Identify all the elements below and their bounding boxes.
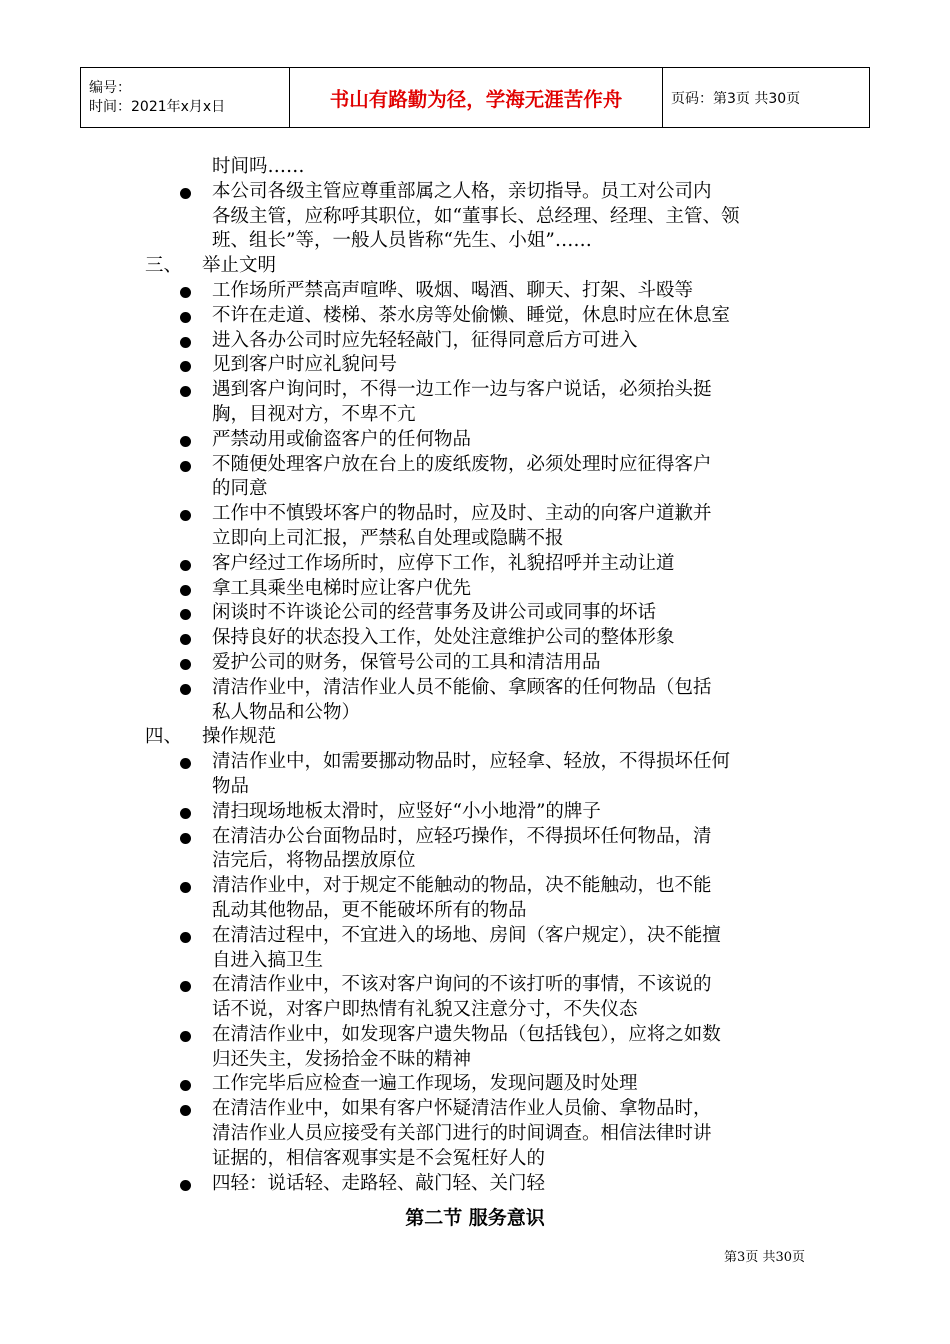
list-item: [0, 428, 950, 453]
list-item-continuation: [0, 1122, 950, 1147]
list-item: [0, 1072, 950, 1097]
list-item-continuation: [0, 701, 950, 726]
list-item-text: 立即向上司汇报，严禁私自处理或隐瞒不报: [212, 527, 564, 549]
bullet-icon: [180, 981, 191, 992]
list-item: [0, 279, 950, 304]
list-item: [0, 329, 950, 354]
list-item-text: 物品: [212, 775, 250, 797]
bullet-icon: [180, 932, 191, 943]
list-item-text: 爱护公司的财务，保管号公司的工具和清洁用品: [212, 651, 601, 673]
bullet-icon: [180, 659, 191, 670]
list-item-text: 工作场所严禁高声喧哗、吸烟、喝酒、聊天、打架、斗殴等: [212, 279, 694, 301]
document-time-label: 时间：2021年x月x日: [89, 98, 226, 115]
list-item-continuation: [0, 998, 950, 1023]
document-number-label: 编号：: [89, 79, 131, 96]
bullet-icon: [180, 833, 191, 844]
header-meta-cell: [81, 68, 290, 128]
list-item: [0, 552, 950, 577]
list-item-text: 严禁动用或偷盗客户的任何物品: [212, 428, 472, 450]
list-item-text: 遇到客户询问时，不得一边工作一边与客户说话，必须抬头挺: [212, 379, 712, 401]
list-item: [0, 180, 950, 205]
bullet-icon: [180, 634, 191, 645]
list-item: [0, 924, 950, 949]
list-item-continuation: [0, 775, 950, 800]
bullet-icon: [180, 436, 191, 447]
list-item-continuation: [0, 527, 950, 552]
page-footer: 第3页 共30页: [724, 1250, 805, 1265]
bullet-icon: [180, 758, 191, 769]
list-item: [0, 800, 950, 825]
list-item-text: 清扫现场地板太滑时，应竖好“小小地滑”的牌子: [212, 800, 601, 822]
list-item-text: 见到客户时应礼貌问号: [212, 354, 398, 376]
bullet-icon: [180, 188, 191, 199]
list-item-continuation: [0, 205, 950, 230]
list-item-text: 话不说，对客户即热情有礼貌又注意分寸，不失仪态: [212, 999, 638, 1021]
bullet-icon: [180, 684, 191, 695]
list-item: [0, 1172, 950, 1197]
list-item-text: 清洁作业中，如需要挪动物品时，应轻拿、轻放，不得损坏任何: [212, 751, 731, 773]
list-item-continuation: [0, 949, 950, 974]
bullet-icon: [180, 361, 191, 372]
section-number: 四、: [145, 726, 183, 748]
list-item-text: 进入各办公司时应先轻轻敲门，征得同意后方可进入: [212, 329, 638, 351]
list-item: [0, 353, 950, 378]
list-item-text: 乱动其他物品，更不能破坏所有的物品: [212, 899, 527, 921]
list-item: [0, 502, 950, 527]
list-item-text: 清洁作业中，清洁作业人员不能偷、拿顾客的任何物品（包括: [212, 676, 712, 698]
list-item-text: 胸，目视对方，不卑不亢: [212, 403, 416, 425]
list-item: [0, 304, 950, 329]
list-item-text: 在清洁作业中，如发现客户遗失物品（包括钱包），应将之如数: [212, 1023, 721, 1045]
list-item-continuation: [0, 1147, 950, 1172]
list-item-text: 自进入搞卫生: [212, 949, 324, 971]
list-item-text: 班、组长”等，一般人员皆称“先生、小姐”……: [212, 230, 592, 252]
bullet-icon: [180, 1031, 191, 1042]
list-item: [0, 651, 950, 676]
section-title: [0, 254, 950, 279]
list-item: [0, 1097, 950, 1122]
list-item: [0, 874, 950, 899]
bullet-icon: [180, 337, 191, 348]
list-item: [0, 378, 950, 403]
list-item-text: 在清洁过程中，不宜进入的场地、房间（客户规定），决不能擅: [212, 924, 721, 946]
bullet-icon: [180, 461, 191, 472]
bullet-icon: [180, 1180, 191, 1191]
list-item-text: 闲谈时不许谈论公司的经营事务及讲公司或同事的坏话: [212, 602, 657, 624]
list-item-text: 本公司各级主管应尊重部属之人格，亲切指导。员工对公司内: [212, 180, 712, 202]
header-motto: 书山有路勤为径，学海无涯苦作舟: [290, 68, 663, 128]
list-item-text: 在清洁作业中，如果有客户怀疑清洁作业人员偷、拿物品时，: [212, 1098, 712, 1120]
list-item-text: 洁完后，将物品摆放原位: [212, 850, 416, 872]
section-title-text: 操作规范: [202, 726, 277, 748]
list-item-text: 各级主管，应称呼其职位，如“董事长、总经理、经理、主管、领: [212, 205, 740, 227]
bullet-icon: [180, 1080, 191, 1091]
list-item-continuation: [0, 849, 950, 874]
list-item: [0, 676, 950, 701]
list-item-text: 工作完毕后应检查一遍工作现场，发现问题及时处理: [212, 1073, 638, 1095]
list-item: [0, 601, 950, 626]
list-item-text: 不随便处理客户放在台上的废纸废物，必须处理时应征得客户: [212, 453, 712, 475]
list-item-text: 的同意: [212, 478, 268, 500]
list-item-text: 客户经过工作场所时，应停下工作，礼貌招呼并主动让道: [212, 552, 675, 574]
bullet-icon: [180, 1105, 191, 1116]
list-item: [0, 453, 950, 478]
list-item-text: 拿工具乘坐电梯时应让客户优先: [212, 577, 472, 599]
list-item-text: 在清洁办公台面物品时，应轻巧操作，不得损坏任何物品，清: [212, 825, 712, 847]
list-item-text: 清洁作业人员应接受有关部门进行的时间调查。相信法律时讲: [212, 1123, 712, 1145]
list-item-text: 四轻：说话轻、走路轻、敲门轻、关门轻: [212, 1172, 546, 1194]
list-item-continuation: [0, 477, 950, 502]
section-number: 三、: [145, 255, 183, 277]
list-item-continuation: [0, 229, 950, 254]
list-item: [0, 750, 950, 775]
list-item-text: 私人物品和公物）: [212, 701, 361, 723]
list-item-text: 证据的，相信客观事实是不会冤枉好人的: [212, 1147, 546, 1169]
list-item-text: 时间吗……: [212, 156, 305, 177]
bullet-icon: [180, 808, 191, 819]
section-title: [0, 725, 950, 750]
bullet-icon: [180, 882, 191, 893]
list-item-continuation: [0, 1048, 950, 1073]
bullet-icon: [180, 585, 191, 596]
list-item: [0, 1023, 950, 1048]
header-page-label: 页码：第3页 共30页: [663, 68, 870, 128]
list-item-text: 清洁作业中，对于规定不能触动的物品，决不能触动，也不能: [212, 875, 712, 897]
bullet-icon: [180, 560, 191, 571]
list-item: [0, 825, 950, 850]
list-item: [0, 577, 950, 602]
document-body: [0, 155, 950, 1196]
section-heading: 第二节 服务意识: [405, 1207, 545, 1229]
bullet-icon: [180, 287, 191, 298]
section-title-text: 举止文明: [202, 255, 277, 277]
list-item: [0, 973, 950, 998]
list-item-text: 不许在走道、楼梯、茶水房等处偷懒、睡觉，休息时应在休息室: [212, 304, 731, 326]
bullet-icon: [180, 386, 191, 397]
bullet-icon: [180, 510, 191, 521]
list-item: [0, 626, 950, 651]
list-item-continuation: [0, 403, 950, 428]
bullet-icon: [180, 609, 191, 620]
list-item-text: 保持良好的状态投入工作，处处注意维护公司的整体形象: [212, 627, 675, 649]
list-item-text: 工作中不慎毁坏客户的物品时，应及时、主动的向客户道歉并: [212, 503, 712, 525]
document-header: [80, 67, 870, 128]
list-item-text: 归还失主，发扬拾金不昧的精神: [212, 1048, 472, 1070]
bullet-icon: [180, 312, 191, 323]
list-item-continuation: [0, 155, 950, 180]
list-item-text: 在清洁作业中，不该对客户询问的不该打听的事情，不该说的: [212, 974, 712, 996]
list-item-continuation: [0, 899, 950, 924]
